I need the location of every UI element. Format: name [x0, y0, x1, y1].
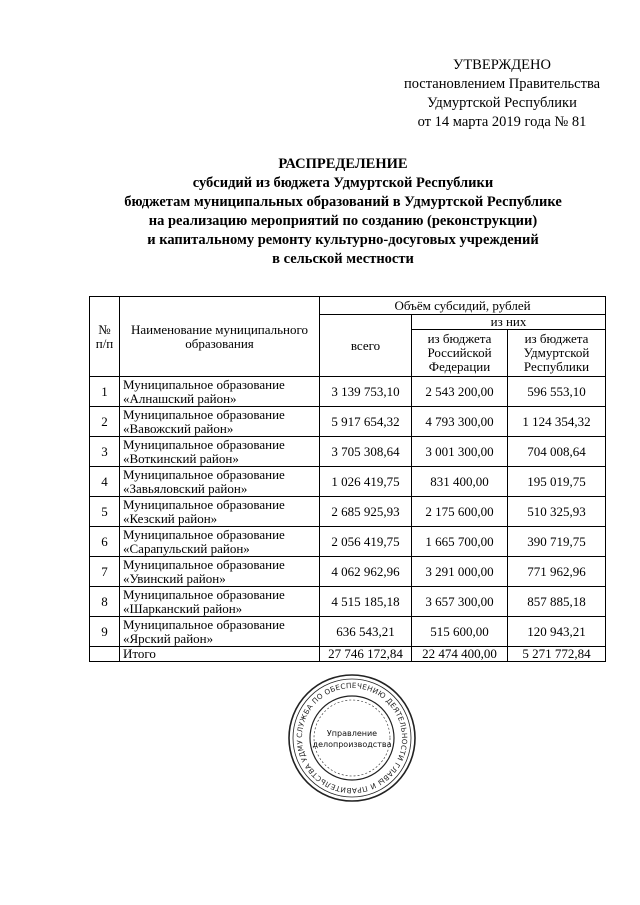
title-heading: РАСПРЕДЕЛЕНИЕ: [278, 156, 408, 172]
row-regional: 857 885,18: [508, 587, 606, 617]
row-total: 4 062 962,96: [320, 557, 412, 587]
approval-heading: УТВЕРЖДЕНО: [453, 57, 551, 73]
row-regional: 120 943,21: [508, 617, 606, 647]
stamp-seal-icon: [286, 672, 418, 804]
header-federal: из бюджета Российской Федерации: [412, 330, 508, 377]
row-federal: 831 400,00: [412, 467, 508, 497]
header-regional: из бюджета Удмуртской Республики: [508, 330, 606, 377]
title-line: бюджетам муниципальных образований в Удмуртской Республике: [124, 194, 562, 210]
row-regional: 390 719,75: [508, 527, 606, 557]
title-line: в сельской местности: [272, 251, 414, 267]
row-name: Муниципальное образование «Алнашский район»: [120, 377, 320, 407]
row-total: 2 056 419,75: [320, 527, 412, 557]
row-federal: 1 665 700,00: [412, 527, 508, 557]
row-num: 6: [90, 527, 120, 557]
svg-text:СЛУЖБА ПО ОБЕСПЕЧЕНИЮ ДЕЯТЕЛЬН: СЛУЖБА ПО ОБЕСПЕЧЕНИЮ ДЕЯТЕЛЬНОСТИ ГЛАВЫ И ПРАВИТЕЛЬСТВА УДМУ: [294, 680, 410, 796]
row-name: Муниципальное образование «Вавожский район»: [120, 407, 320, 437]
table-row: [90, 617, 606, 647]
table-row: [90, 557, 606, 587]
stamp-line: Управление: [326, 729, 378, 738]
totals-federal: 22 474 400,00: [412, 647, 508, 662]
row-num: 5: [90, 497, 120, 527]
row-regional: 510 325,93: [508, 497, 606, 527]
row-federal: 3 657 300,00: [412, 587, 508, 617]
table-row: [90, 437, 606, 467]
row-num: 3: [90, 437, 120, 467]
row-total: 4 515 185,18: [320, 587, 412, 617]
table-row: [90, 587, 606, 617]
row-regional: 771 962,96: [508, 557, 606, 587]
row-num: 2: [90, 407, 120, 437]
row-federal: 2 543 200,00: [412, 377, 508, 407]
totals-num: [90, 647, 120, 662]
approval-line: от 14 марта 2019 года № 81: [417, 114, 587, 130]
row-federal: 3 001 300,00: [412, 437, 508, 467]
row-name: Муниципальное образование «Увинский район»: [120, 557, 320, 587]
row-name: Муниципальное образование «Шарканский район»: [120, 587, 320, 617]
row-total: 2 685 925,93: [320, 497, 412, 527]
row-num: 9: [90, 617, 120, 647]
header-of-which: из них: [412, 315, 606, 330]
table-row: [90, 407, 606, 437]
header-volume: Объём субсидий, рублей: [320, 297, 606, 315]
row-federal: 3 291 000,00: [412, 557, 508, 587]
document-title: [70, 155, 616, 269]
row-total: 5 917 654,32: [320, 407, 412, 437]
official-stamp: [286, 672, 418, 804]
title-line: и капитальному ремонту культурно-досуговых учреждений: [147, 232, 539, 248]
row-regional: 195 019,75: [508, 467, 606, 497]
totals-regional: 5 271 772,84: [508, 647, 606, 662]
row-num: 8: [90, 587, 120, 617]
header-total: всего: [320, 315, 412, 377]
row-name: Муниципальное образование «Кезский район»: [120, 497, 320, 527]
title-line: на реализацию мероприятий по созданию (реконструкции): [148, 213, 538, 229]
row-name: Муниципальное образование «Сарапульский район»: [120, 527, 320, 557]
row-num: 4: [90, 467, 120, 497]
title-line: субсидий из бюджета Удмуртской Республики: [192, 175, 494, 191]
approval-block: [388, 56, 616, 132]
row-total: 3 705 308,64: [320, 437, 412, 467]
table-row: [90, 527, 606, 557]
totals-total: 27 746 172,84: [320, 647, 412, 662]
header-num: № п/п: [90, 297, 120, 377]
row-name: Муниципальное образование «Завьяловский район»: [120, 467, 320, 497]
row-federal: 2 175 600,00: [412, 497, 508, 527]
row-num: 7: [90, 557, 120, 587]
row-total: 1 026 419,75: [320, 467, 412, 497]
row-regional: 704 008,64: [508, 437, 606, 467]
approval-line: постановлением Правительства: [403, 76, 601, 92]
table-row: [90, 497, 606, 527]
row-regional: 1 124 354,32: [508, 407, 606, 437]
row-name: Муниципальное образование «Ярский район»: [120, 617, 320, 647]
totals-label: Итого: [120, 647, 320, 662]
row-federal: 4 793 300,00: [412, 407, 508, 437]
row-total: 636 543,21: [320, 617, 412, 647]
row-federal: 515 600,00: [412, 617, 508, 647]
row-total: 3 139 753,10: [320, 377, 412, 407]
header-name: Наименование муниципального образования: [120, 297, 320, 377]
row-name: Муниципальное образование «Воткинский район»: [120, 437, 320, 467]
table-row: [90, 467, 606, 497]
row-num: 1: [90, 377, 120, 407]
approval-line: Удмуртской Республики: [427, 95, 577, 111]
totals-row: [90, 647, 606, 662]
stamp-line: делопроизводства: [312, 740, 392, 749]
row-regional: 596 553,10: [508, 377, 606, 407]
subsidy-table: [89, 296, 606, 662]
table-row: [90, 377, 606, 407]
